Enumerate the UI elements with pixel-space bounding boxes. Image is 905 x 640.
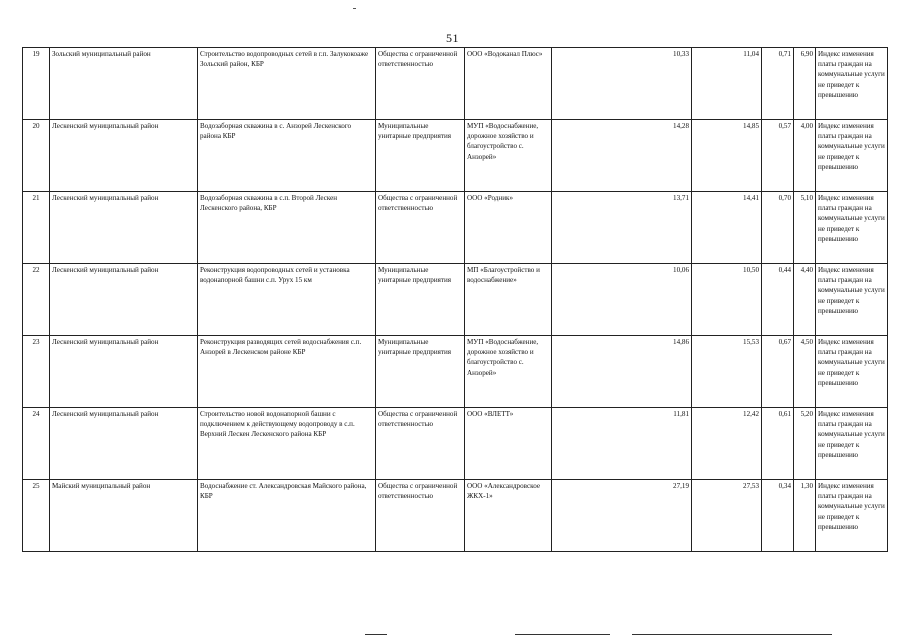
- note-cell: Индекс изменения платы граждан на коммунальные услуги не приведет к превышению: [816, 336, 888, 408]
- table-row: [23, 192, 888, 264]
- object-cell: Реконструкция разводящих сетей водоснабжения с.п. Анзорей в Лескенском районе КБР: [198, 336, 376, 408]
- value-4-cell: 5,10: [794, 192, 816, 264]
- district-cell: Зольский муниципальный район: [50, 48, 198, 120]
- object-cell: Водозаборная скважина в с. Анзорей Лескенского района КБР: [198, 120, 376, 192]
- value-1-cell: 14,28: [552, 120, 692, 192]
- row-number: 19: [23, 48, 50, 120]
- row-number: 21: [23, 192, 50, 264]
- value-3-cell: 0,61: [762, 408, 794, 480]
- value-2-cell: 10,50: [692, 264, 762, 336]
- org-form-cell: Муниципальные унитарные предприятия: [376, 264, 465, 336]
- table-row: [23, 336, 888, 408]
- district-cell: Лескенский муниципальный район: [50, 264, 198, 336]
- org-form-cell: Муниципальные унитарные предприятия: [376, 120, 465, 192]
- table-row: [23, 480, 888, 552]
- organization-cell: МУП «Водоснабжение, дорожное хозяйство и благоустройство с. Анзорей»: [465, 336, 552, 408]
- row-number: 20: [23, 120, 50, 192]
- table-row: [23, 264, 888, 336]
- value-4-cell: 4,50: [794, 336, 816, 408]
- value-4-cell: 6,90: [794, 48, 816, 120]
- value-3-cell: 0,67: [762, 336, 794, 408]
- value-1-cell: 10,33: [552, 48, 692, 120]
- org-form-cell: Общества с ограниченной ответственностью: [376, 192, 465, 264]
- org-form-cell: Общества с ограниченной ответственностью: [376, 408, 465, 480]
- value-1-cell: 14,86: [552, 336, 692, 408]
- value-4-cell: 1,30: [794, 480, 816, 552]
- scan-mark: [353, 8, 356, 9]
- note-cell: Индекс изменения платы граждан на коммунальные услуги не приведет к превышению: [816, 120, 888, 192]
- value-2-cell: 14,41: [692, 192, 762, 264]
- value-1-cell: 27,19: [552, 480, 692, 552]
- value-3-cell: 0,44: [762, 264, 794, 336]
- object-cell: Водозаборная скважина в с.п. Второй Лескен Лескенского района, КБР: [198, 192, 376, 264]
- district-cell: Лескенский муниципальный район: [50, 408, 198, 480]
- organization-cell: МП «Благоустройство и водоснабжение»: [465, 264, 552, 336]
- value-2-cell: 11,04: [692, 48, 762, 120]
- organization-cell: ООО «Водоканал Плюс»: [465, 48, 552, 120]
- row-number: 24: [23, 408, 50, 480]
- value-1-cell: 11,81: [552, 408, 692, 480]
- district-cell: Майский муниципальный район: [50, 480, 198, 552]
- footer-rule-middle: [515, 634, 610, 635]
- footer-rule-right: [632, 634, 832, 635]
- table-row: [23, 120, 888, 192]
- org-form-cell: Общества с ограниченной ответственностью: [376, 480, 465, 552]
- district-cell: Лескенский муниципальный район: [50, 336, 198, 408]
- value-3-cell: 0,57: [762, 120, 794, 192]
- value-4-cell: 4,00: [794, 120, 816, 192]
- value-4-cell: 5,20: [794, 408, 816, 480]
- note-cell: Индекс изменения платы граждан на коммунальные услуги не приведет к превышению: [816, 48, 888, 120]
- value-3-cell: 0,70: [762, 192, 794, 264]
- table-body: [23, 48, 888, 552]
- object-cell: Строительство водопроводных сетей в г.п. Залукокоаже Зольский район, КБР: [198, 48, 376, 120]
- row-number: 25: [23, 480, 50, 552]
- page-number: 51: [446, 31, 459, 45]
- value-2-cell: 27,53: [692, 480, 762, 552]
- organization-cell: МУП «Водоснабжение, дорожное хозяйство и благоустройство с. Анзорей»: [465, 120, 552, 192]
- value-3-cell: 0,34: [762, 480, 794, 552]
- value-1-cell: 10,06: [552, 264, 692, 336]
- value-3-cell: 0,71: [762, 48, 794, 120]
- organization-cell: ООО «ВЛЕТТ»: [465, 408, 552, 480]
- district-cell: Лескенский муниципальный район: [50, 192, 198, 264]
- organization-cell: ООО «Родник»: [465, 192, 552, 264]
- footer-rule-left: [365, 634, 387, 635]
- value-2-cell: 14,85: [692, 120, 762, 192]
- note-cell: Индекс изменения платы граждан на коммунальные услуги не приведет к превышению: [816, 480, 888, 552]
- object-cell: Строительство новой водонапорной башни с подключением к действующему водопроводу в с.п. Верхний Лескен Лескенского района КБР: [198, 408, 376, 480]
- value-2-cell: 12,42: [692, 408, 762, 480]
- data-table: [22, 47, 888, 552]
- object-cell: Водоснабжение ст. Александровская Майского района, КБР: [198, 480, 376, 552]
- object-cell: Реконструкция водопроводных сетей и установка водонапорной башни с.п. Урух 15 км: [198, 264, 376, 336]
- note-cell: Индекс изменения платы граждан на коммунальные услуги не приведет к превышению: [816, 408, 888, 480]
- table-row: [23, 48, 888, 120]
- table-row: [23, 408, 888, 480]
- org-form-cell: Общества с ограниченной ответственностью: [376, 48, 465, 120]
- row-number: 22: [23, 264, 50, 336]
- note-cell: Индекс изменения платы граждан на коммунальные услуги не приведет к превышению: [816, 264, 888, 336]
- value-4-cell: 4,40: [794, 264, 816, 336]
- row-number: 23: [23, 336, 50, 408]
- value-2-cell: 15,53: [692, 336, 762, 408]
- org-form-cell: Муниципальные унитарные предприятия: [376, 336, 465, 408]
- note-cell: Индекс изменения платы граждан на коммунальные услуги не приведет к превышению: [816, 192, 888, 264]
- value-1-cell: 13,71: [552, 192, 692, 264]
- organization-cell: ООО «Александровское ЖКХ-1»: [465, 480, 552, 552]
- district-cell: Лескенский муниципальный район: [50, 120, 198, 192]
